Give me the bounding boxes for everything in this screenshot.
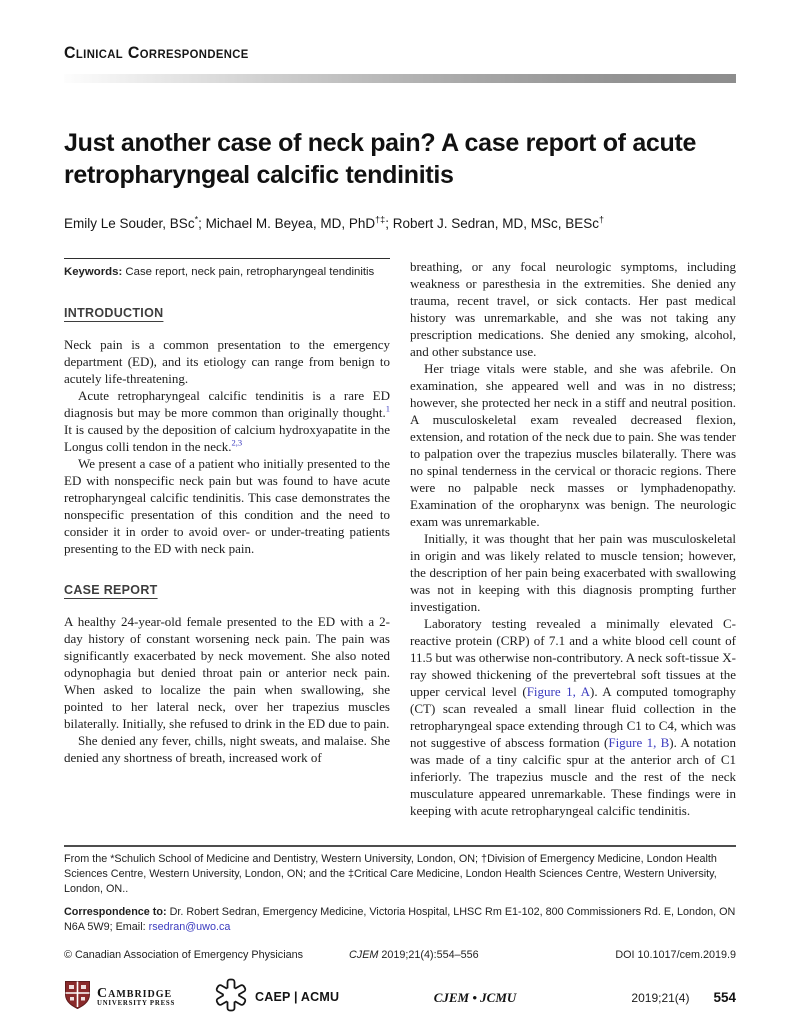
affiliations-footnote: From the *Schulich School of Medicine and Dentistry, Western University, London, ON; †Division of Emergency Medicine, London Health Sciences Centre, Western University, London, ON; and the ‡Critical Care Medicine, London Health Sciences Centre, Western University, London, ON.. [64, 853, 717, 895]
page-number: 554 [713, 989, 736, 1005]
reference-link-2-3[interactable]: 2,3 [231, 437, 243, 448]
author-2: Michael M. Beyea, MD, PhD [205, 216, 376, 231]
citation-journal: CJEM [349, 949, 379, 961]
figure-1a-link[interactable]: Figure 1, A [526, 684, 590, 699]
page-footer [64, 845, 736, 1017]
paragraph: Her triage vitals were stable, and she was afebrile. On examination, she appeared well and was in no distress; however, she protected her neck in a stiff and neutral position. A musculoskeletal exam revealed decreased flexion, extension, and rotation of the neck due to pain. She was tender to palpation over the trapezius muscles bilaterally. There was no spinal tenderness in the cervical or thoracic regions. There were no palpable neck masses or lymphadenopathy. Examination of the oropharynx was benign. The neurologic exam was unremarkable. [410, 361, 736, 529]
keywords-block [64, 258, 390, 280]
reference-link-1[interactable]: 1 [385, 403, 390, 414]
keywords-label: Keywords: [64, 266, 123, 278]
paragraph-text: Laboratory testing revealed a minimally elevated C-reactive protein (CRP) of 7.1 and a white blood cell count of 11.5 but was otherwise non-contributory. A neck soft-tissue X-ray showed thickening of the prevertebral soft tissues at the upper cervical level ( [410, 616, 736, 699]
paragraph [410, 615, 736, 819]
two-column-body [64, 258, 736, 846]
issue-info: 2019;21(4) [631, 990, 690, 1005]
cambridge-press-text: UNIVERSITY PRESS [97, 1000, 176, 1007]
author-1-affiliation-mark: * [194, 214, 199, 225]
caep-star-of-life-icon [214, 978, 248, 1017]
paragraph: Neck pain is a common presentation to the emergency department (ED), and its etiology can range from benign to acutely life-threatening. [64, 337, 390, 386]
left-column [64, 258, 390, 846]
author-3-affiliation-mark: † [599, 214, 605, 225]
cambridge-wordmark: Cambridge [97, 986, 173, 1001]
caep-acmu-wordmark: CAEP | ACMU [255, 990, 340, 1004]
paragraph-text: It is caused by the deposition of calcium hydroxyapatite in the Longus colli tendon in the neck. [64, 422, 390, 454]
paragraph-text: ). A notation was made of a tiny calcific spur at the anterior arch of C1 inferiorly. The trapezius muscle and the rest of the neck musculature appeared unremarkable. These findings were in keeping with acute retropharyngeal calcific tendinitis. [410, 735, 736, 818]
correspondence-text: Dr. Robert Sedran, Emergency Medicine, Victoria Hospital, LHSC Rm E1-102, 800 Commissioners Rd. E, London, ON N6A 5W9; Email: [64, 906, 736, 933]
paragraph: Initially, it was thought that her pain was musculoskeletal in origin and was likely related to muscle tension; however, the description of her pain being exacerbated with swallowing was not in keeping with this diagnosis prompting further investigation. [410, 531, 736, 614]
issue-and-page [566, 991, 736, 1005]
paragraph: breathing, or any focal neurologic symptoms, including weakness or paresthesia in the extremities. She denied any trauma, recent travel, or sick contacts. Her past medical history was unremarkable, and she was not taking any prescription medications. She denied any smoking, alcohol, and other substance use. [410, 259, 736, 359]
correspondence-footnote [64, 905, 736, 935]
author-3: Robert J. Sedran, MD, MSc, BESc [392, 216, 600, 231]
right-column [410, 258, 736, 846]
section-eyebrow: Clinical Correspondence [64, 43, 249, 62]
publisher-logos-row [64, 978, 736, 1017]
copyright-notice: © Canadian Association of Emergency Physicians [64, 949, 304, 961]
footnote-rule [64, 845, 736, 847]
cambridge-logo-text [97, 987, 175, 1008]
figure-1b-link[interactable]: Figure 1, B [608, 735, 670, 750]
keywords-text: Case report, neck pain, retropharyngeal tendinitis [122, 266, 375, 278]
citation-rest: 2019;21(4):554–556 [378, 949, 479, 961]
doi: DOI 10.1017/cem.2019.9 [615, 949, 736, 961]
paragraph-text: Acute retropharyngeal calcific tendinitis is a rare ED diagnosis but may be more common than originally thought. [64, 388, 390, 420]
author-separator: ; [385, 216, 393, 231]
paragraph [64, 387, 390, 455]
introduction-heading: INTRODUCTION [64, 306, 164, 320]
author-separator: ; [198, 216, 206, 231]
cambridge-shield-icon [64, 980, 91, 1015]
caep-acmu-logo [214, 978, 384, 1017]
paragraph: She denied any fever, chills, night sweats, and malaise. She denied any shortness of breath, increased work of [64, 733, 390, 765]
author-2-affiliation-mark: †‡ [375, 214, 386, 225]
case-report-heading: CASE REPORT [64, 583, 158, 597]
correspondence-label: Correspondence to: [64, 906, 167, 918]
email-link[interactable]: rsedran@uwo.ca [148, 921, 231, 933]
article-title: Just another case of neck pain? A case report of acute retropharyngeal calcific tendinitis [64, 129, 697, 189]
paragraph: We present a case of a patient who initially presented to the ED with nonspecific neck pain but was found to have acute retropharyngeal calcific tendinitis. This case demonstrates the nonspecific presentation of this condition and the need to consider it in order to avoid over- or under-treating patients presenting to the ED with neck pain. [64, 456, 390, 556]
cambridge-university-press-logo [64, 980, 214, 1015]
paragraph-text: ). A computed tomography (CT) scan revealed a small linear fluid collection in the retropharyngeal space extending through C1 to C4, which was not suggestive of abscess formation ( [410, 684, 736, 750]
paragraph: A healthy 24-year-old female presented to the ED with a 2-day history of constant worsening neck pain. The pain was significantly exacerbated by neck movement. She also noted odynophagia but denied throat pain or anterior neck pain. When asked to localize the pain when swallowing, she pointed to her lateral neck, over her trapezius muscles bilaterally. Initially, she refused to drink in the ED due to pain. [64, 614, 390, 731]
citation [349, 948, 549, 962]
author-byline [64, 215, 736, 232]
header-gradient-rule [64, 74, 736, 83]
journal-running-title: CJEM • JCMU [433, 989, 517, 1005]
imprint-row [64, 948, 736, 962]
author-1: Emily Le Souder, BSc [64, 216, 195, 231]
